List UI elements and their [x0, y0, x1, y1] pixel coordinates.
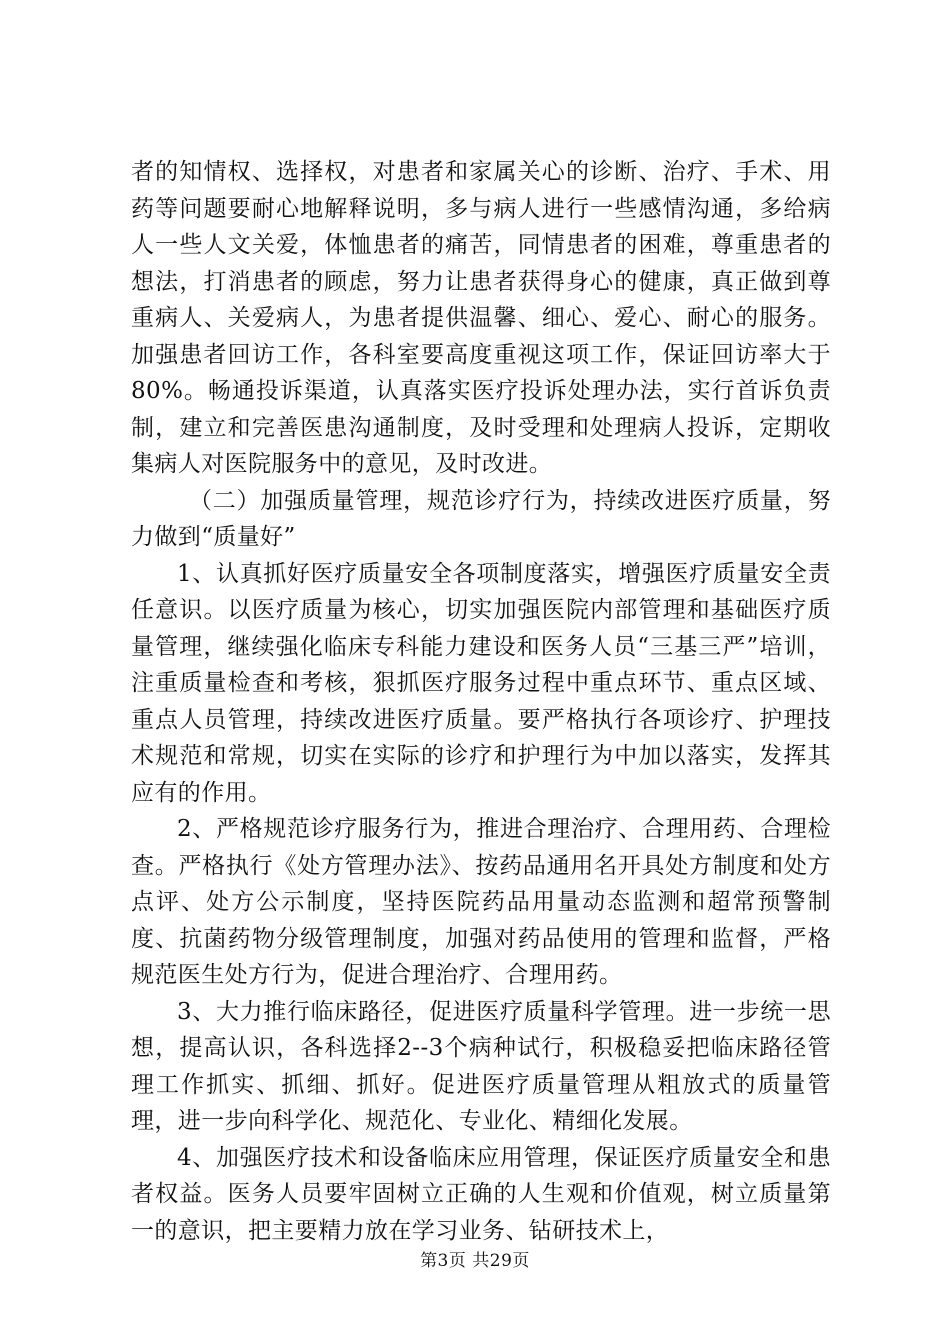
- paragraph-continuation: 者的知情权、选择权，对患者和家属关心的诊断、治疗、手术、用药等问题要耐心地解释说明，多与病人进行一些感情沟通，多给病人一些人文关爱，体恤患者的痛苦，同情患者的困难，尊重患者的想法，打消患者的顾虑，努力让患者获得身心的健康，真正做到尊重病人、关爱病人，为患者提供温馨、细心、爱心、耐心的服务。加强患者回访工作，各科室要高度重视这项工作，保证回访率大于80%。畅通投诉渠道，认真落实医疗投诉处理办法，实行首诉负责制，建立和完善医患沟通制度，及时受理和处理病人投诉，定期收集病人对医院服务中的意见，及时改进。: [131, 159, 831, 477]
- page-footer: [0, 1246, 950, 1271]
- paragraph-item-4: 4、加强医疗技术和设备临床应用管理，保证医疗质量安全和患者权益。医务人员要牢固树立正确的人生观和价值观，树立质量第一的意识，把主要精力放在学习业务、钻研技术上，: [131, 1144, 831, 1244]
- paragraph-item-2: 2、严格规范诊疗服务行为，推进合理治疗、合理用药、合理检查。严格执行《处方管理办法》、按药品通用名开具处方制度和处方点评、处方公示制度，坚持医院药品用量动态监测和超常预警制度、抗菌药物分级管理制度，加强对药品使用的管理和监督，严格规范医生处方行为，促进合理治疗、合理用药。: [131, 816, 831, 988]
- section-heading: （二）加强质量管理，规范诊疗行为，持续改进医疗质量，努力做到“质量好”: [131, 487, 831, 550]
- paragraph-item-1: 1、认真抓好医疗质量安全各项制度落实，增强医疗质量安全责任意识。以医疗质量为核心，切实加强医院内部管理和基础医疗质量管理，继续强化临床专科能力建设和医务人员“三基三严”培训，注重质量检查和考核，狠抓医疗服务过程中重点环节、重点区域、重点人员管理，持续改进医疗质量。要严格执行各项诊疗、护理技术规范和常规，切实在实际的诊疗和护理行为中加以落实，发挥其应有的作用。: [131, 560, 831, 806]
- paragraph-item-3: 3、大力推行临床路径，促进医疗质量科学管理。进一步统一思想，提高认识，各科选择2--3个病种试行，积极稳妥把临床路径管理工作抓实、抓细、抓好。促进医疗质量管理从粗放式的质量管理，进一步向科学化、规范化、专业化、精细化发展。: [131, 998, 831, 1134]
- document-body: [131, 154, 831, 1249]
- page-number: 第3页 共29页: [420, 1251, 530, 1271]
